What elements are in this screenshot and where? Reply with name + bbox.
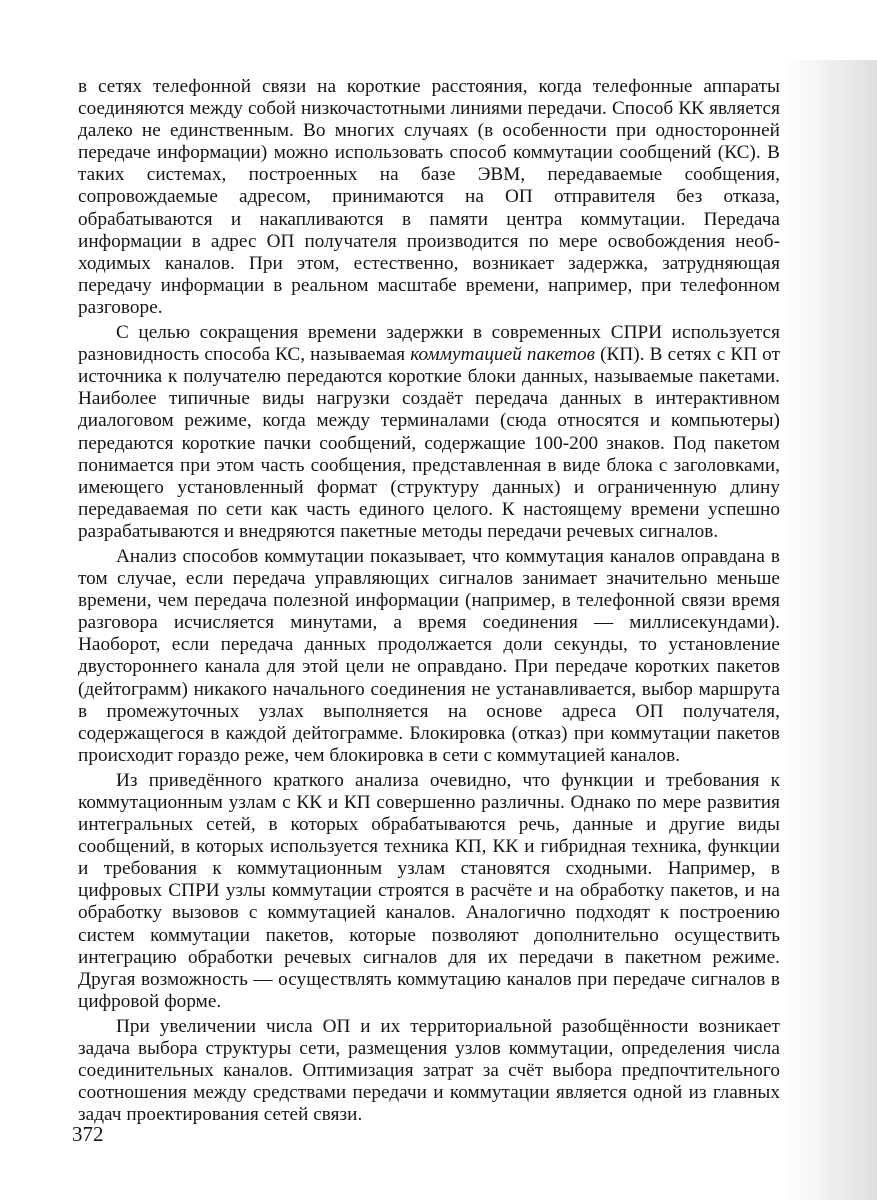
paragraph-2-start: С целью сокращения времени задержки в современных СПРИ используется разновидность способа КС, называемая	[78, 322, 780, 366]
term-packet-switching: коммутацией пакетов	[410, 344, 596, 366]
paragraph-3: Анализ способов коммутации показывает, что коммутация каналов оправдана в том случае, если передача управляющих сигналов занимает значительно меньше времени, чем передача полезной информации (например, в телефонной связи время разговора исчисляется минутами, а время соединения — миллисекундами). Наоборот, если передача данных продолжается доли секунды, то установление двустороннего канала для этой цели не оправдано. При передаче коротких пакетов (дейтограмм) никакого начального соединения не устанавливается, выбор маршрута в промежуточных узлах выполняется на основе адреса ОП получателя, содержащегося в каждой дейтограмме. Блокировка (отказ) при коммутации пакетов происходит гораздо реже, чем блокировка в сети с коммутацией каналов.	[78, 545, 780, 766]
page-number: 372	[72, 1122, 104, 1146]
paragraph-5: При увеличении числа ОП и их территориальной разобщённости возникает задача выбора структуры сети, размещения узлов коммутации, определения числа соединительных каналов. Оптимизация затрат за счёт выбора предпочтительного соотношения между средствами передачи и коммутации является одной из главных задач проектирования сетей связи.	[78, 1015, 780, 1126]
paragraph-2-rest: (КП). В сетях с КП от источника к получателю передаются короткие блоки данных, называемые пакетами. Наиболее типичные виды нагрузки создаёт передача данных в интерактивном диалоговом режиме, когда между терминалами (сюда относятся и компьютеры) передаются короткие пачки сообщений, содержащие 100-200 знаков. Под пакетом понимается при этом часть сообщения, представленная в виде блока с заголовками, имеющего установленный формат (структуру данных) и ограниченную длину передаваемая по сети как часть единого целого. К настоящему времени успешно разрабатываются и внедряются пакетные методы передачи речевых сигналов.	[78, 344, 781, 542]
paragraph-1: в сетях телефонной связи на короткие расстояния, когда телефонные аппараты соединяются между собой низкочастотными линиями передачи. Способ КК является далеко не единственным. Во многих случаях (в особенности при односторонней передаче информации) можно использовать способ коммутации сообщений (КС). В таких системах, построенных на базе ЭВМ, передаваемые сообщения, сопровождаемые адресом, принимаются на ОП отправителя без отказа, обрабатываются и накапливаются в памяти центра коммутации. Передача информации в адрес ОП получателя производится по мере освобождения необходимых каналов. При этом, естественно, возникает задержка, затрудняющая передачу информации в реальном масштабе времени, например, при телефонном разговоре.	[78, 76, 780, 318]
paragraph-2	[78, 322, 780, 543]
body-text	[78, 76, 780, 1129]
paragraph-4: Из приведённого краткого анализа очевидно, что функции и требования к коммутационным узлам с КК и КП совершенно различны. Однако по мере развития интегральных сетей, в которых обрабатываются речь, данные и другие виды сообщений, в которых используется техника КП, КК и гибридная техника, функции и требования к коммутационным узлам становятся сходными. Например, в цифровых СПРИ узлы коммутации строятся в расчёте и на обработку пакетов, и на обработку вызовов с коммутацией каналов. Аналогично подходят к построению систем коммутации пакетов, которые позволяют дополнительно осуществить интеграцию обработки речевых сигналов для их передачи в пакетном режиме. Другая возможность — осуществлять коммутацию каналов при передаче сигналов в цифровой форме.	[78, 769, 780, 1012]
spine-shadow	[782, 60, 877, 1200]
